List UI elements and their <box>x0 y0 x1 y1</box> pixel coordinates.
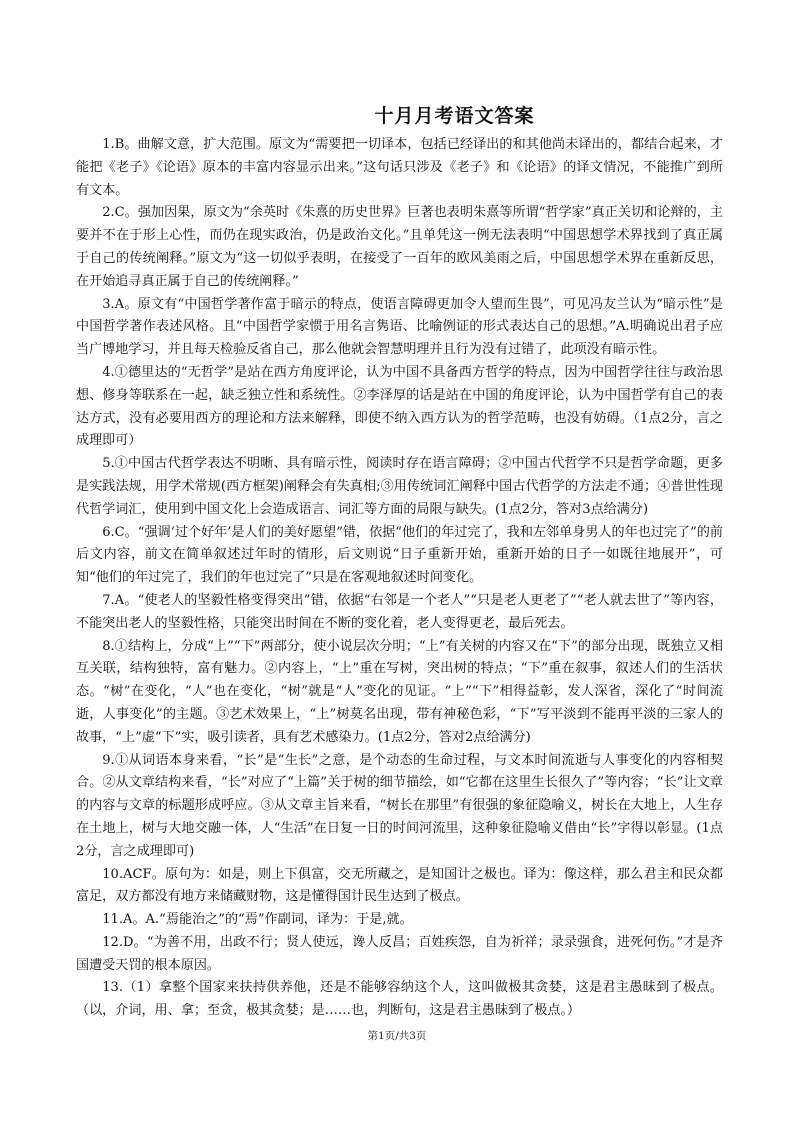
page-footer: 第1页/共3页 <box>367 1030 427 1042</box>
answer-paragraph-3: 3.A。原文有“中国哲学著作富于暗示的特点，使语言障碍更加令人望而生畏”，可见冯友兰认为“暗示性”是中国哲学著作表述风格。且“中国哲学家惯于用名言隽语、比喻例证的形式表达自己的思想。”A.明确说出君子应当广博地学习，并且每天检验反省自己，那么他就会智慧明理并且行为没有过错了，此项没有暗示性。 <box>76 296 723 358</box>
answer-paragraph-9: 9.①从词语本身来看，“长”是“生长”之意，是个动态的生命过程，与文本时间流逝与人事变化的内容相契合。②从文章结构来看，“长”对应了“上篇”关于树的细节描绘，如“它都在这里生长很久了”等内容；“长”让文章的内容与文章的标题形成呼应。③从文章主旨来看，“树长在那里”有很强的象征隐喻义，树长在大地上，人生存在土地上，树与大地交融一体，人“生活”在日复一日的时间河流里，这种象征隐喻义借由“长”字得以彰显。(1点2分，言之成理即可) <box>76 752 723 859</box>
answer-paragraph-5: 5.①中国古代哲学表达不明晰、具有暗示性，阅读时存在语言障碍；②中国古代哲学不只是哲学命题，更多是实践法规，用学术常规(西方框架)阐释会有失真相;③用传统词汇阐释中国古代哲学的方法走不通；④普世性现代哲学词汇，使用到中国文化上会造成语言、词汇等方面的局限与缺失。(1点2分，答对3点给满分) <box>76 456 723 517</box>
document-title: 十月月考语文答案 <box>374 105 535 127</box>
answer-list <box>76 134 723 1023</box>
answer-paragraph-1: 1.B。曲解文意，扩大范围。原文为“需要把一切译本，包括已经译出的和其他尚未译出的，都结合起来，才能把《老子》《论语》原本的丰富内容显示出来。”这句话只涉及《老子》和《论语》的译文情况，不能推广到所有文本。 <box>76 137 723 198</box>
answer-paragraph-4: 4.①德里达的“无哲学”是站在西方角度评论，认为中国不具备西方哲学的特点，因为中国哲学往往与政治思想、修身等联系在一起，缺乏独立性和系统性。②李泽厚的话是站在中国的角度评论，认为中国哲学有自己的表达方式，没有必要用西方的理论和方法来解释，即使不纳入西方认为的哲学范畴，也没有妨碍。（1点2分，言之成理即可） <box>76 364 723 449</box>
answer-paragraph-10: 10.ACF。原句为：如是，则上下俱富，交无所藏之，是知国计之极也。译为：像这样，那么君主和民众都富足，双方都没有地方来储藏财物，这是懂得国计民生达到了极点。 <box>76 866 723 905</box>
answer-paragraph-7: 7.A。“使老人的坚毅性格变得突出”错，依据“右邻是一个老人”“只是老人更老了”“老人就去世了”等内容，不能突出老人的坚毅性格，只能突出时间在不断的变化着，老人变得更老，最后死去。 <box>76 592 723 631</box>
answer-paragraph-11: 11.A。A.“焉能治之”的“焉”作副词，译为：于是,就。 <box>102 912 413 928</box>
answer-paragraph-6: 6.C。“强调‘过个好年’是人们的美好愿望”错，依据“他们的年过完了，我和左邻单身男人的年也过完了”的前后文内容，前文在简单叙述过年时的情形，后文则说“日子重新开始，重新开始的日子一如既往地展开”，可知“他们的年过完了，我们的年也过完了”只是在客观地叙述时间变化。 <box>76 524 723 586</box>
answer-paragraph-12: 12.D。“为善不用，出政不行；贤人使远，谗人反昌；百姓疾怨，自为祈祥；录录强食，进死何伤。”才是齐国遭受天罚的根本原因。 <box>76 934 723 973</box>
answer-paragraph-8: 8.①结构上，分成“上”“下”两部分，使小说层次分明；“上”有关树的内容又在“下”的部分出现，既独立又相互关联，结构独特，富有魅力。②内容上，“上”重在写树，突出树的特点；“下”重在叙事，叙述人们的生活状态。“树”在变化，“人”也在变化，“树”就是“人”变化的见证。“上”“下”相得益彰，发人深省，深化了“时间流逝，人事变化”的主题。③艺术效果上，“上”树莫名出现，带有神秘色彩，“下”写平淡到不能再平淡的三家人的故事，“上”虚“下”实，吸引读者，具有艺术感染力。(1点2分，答对2点给满分) <box>76 638 723 745</box>
answer-paragraph-13: 13.（1）拿整个国家来扶持供养他，还是不能够容纳这个人，这叫做极其贪婪，这是君主愚昧到了极点。（以，介词，用、拿；至贪，极其贪婪；是……也，判断句，这是君主愚昧到了极点。） <box>76 980 723 1019</box>
answer-paragraph-2: 2.C。强加因果，原文为“余英时《朱熹的历史世界》巨著也表明朱熹等所谓“哲学家”真正关切和论辩的，主要并不在于形上心性，而仍在现实政治，仍是政治文化。”且单凭这一例无法表明“中国思想学术界找到了真正属于自己的传统阐释。”原文为“这一切似乎表明，在接受了一百年的欧风美雨之后，中国思想学术界在重新反思，在开始追寻真正属于自己的传统阐释。” <box>76 205 723 289</box>
